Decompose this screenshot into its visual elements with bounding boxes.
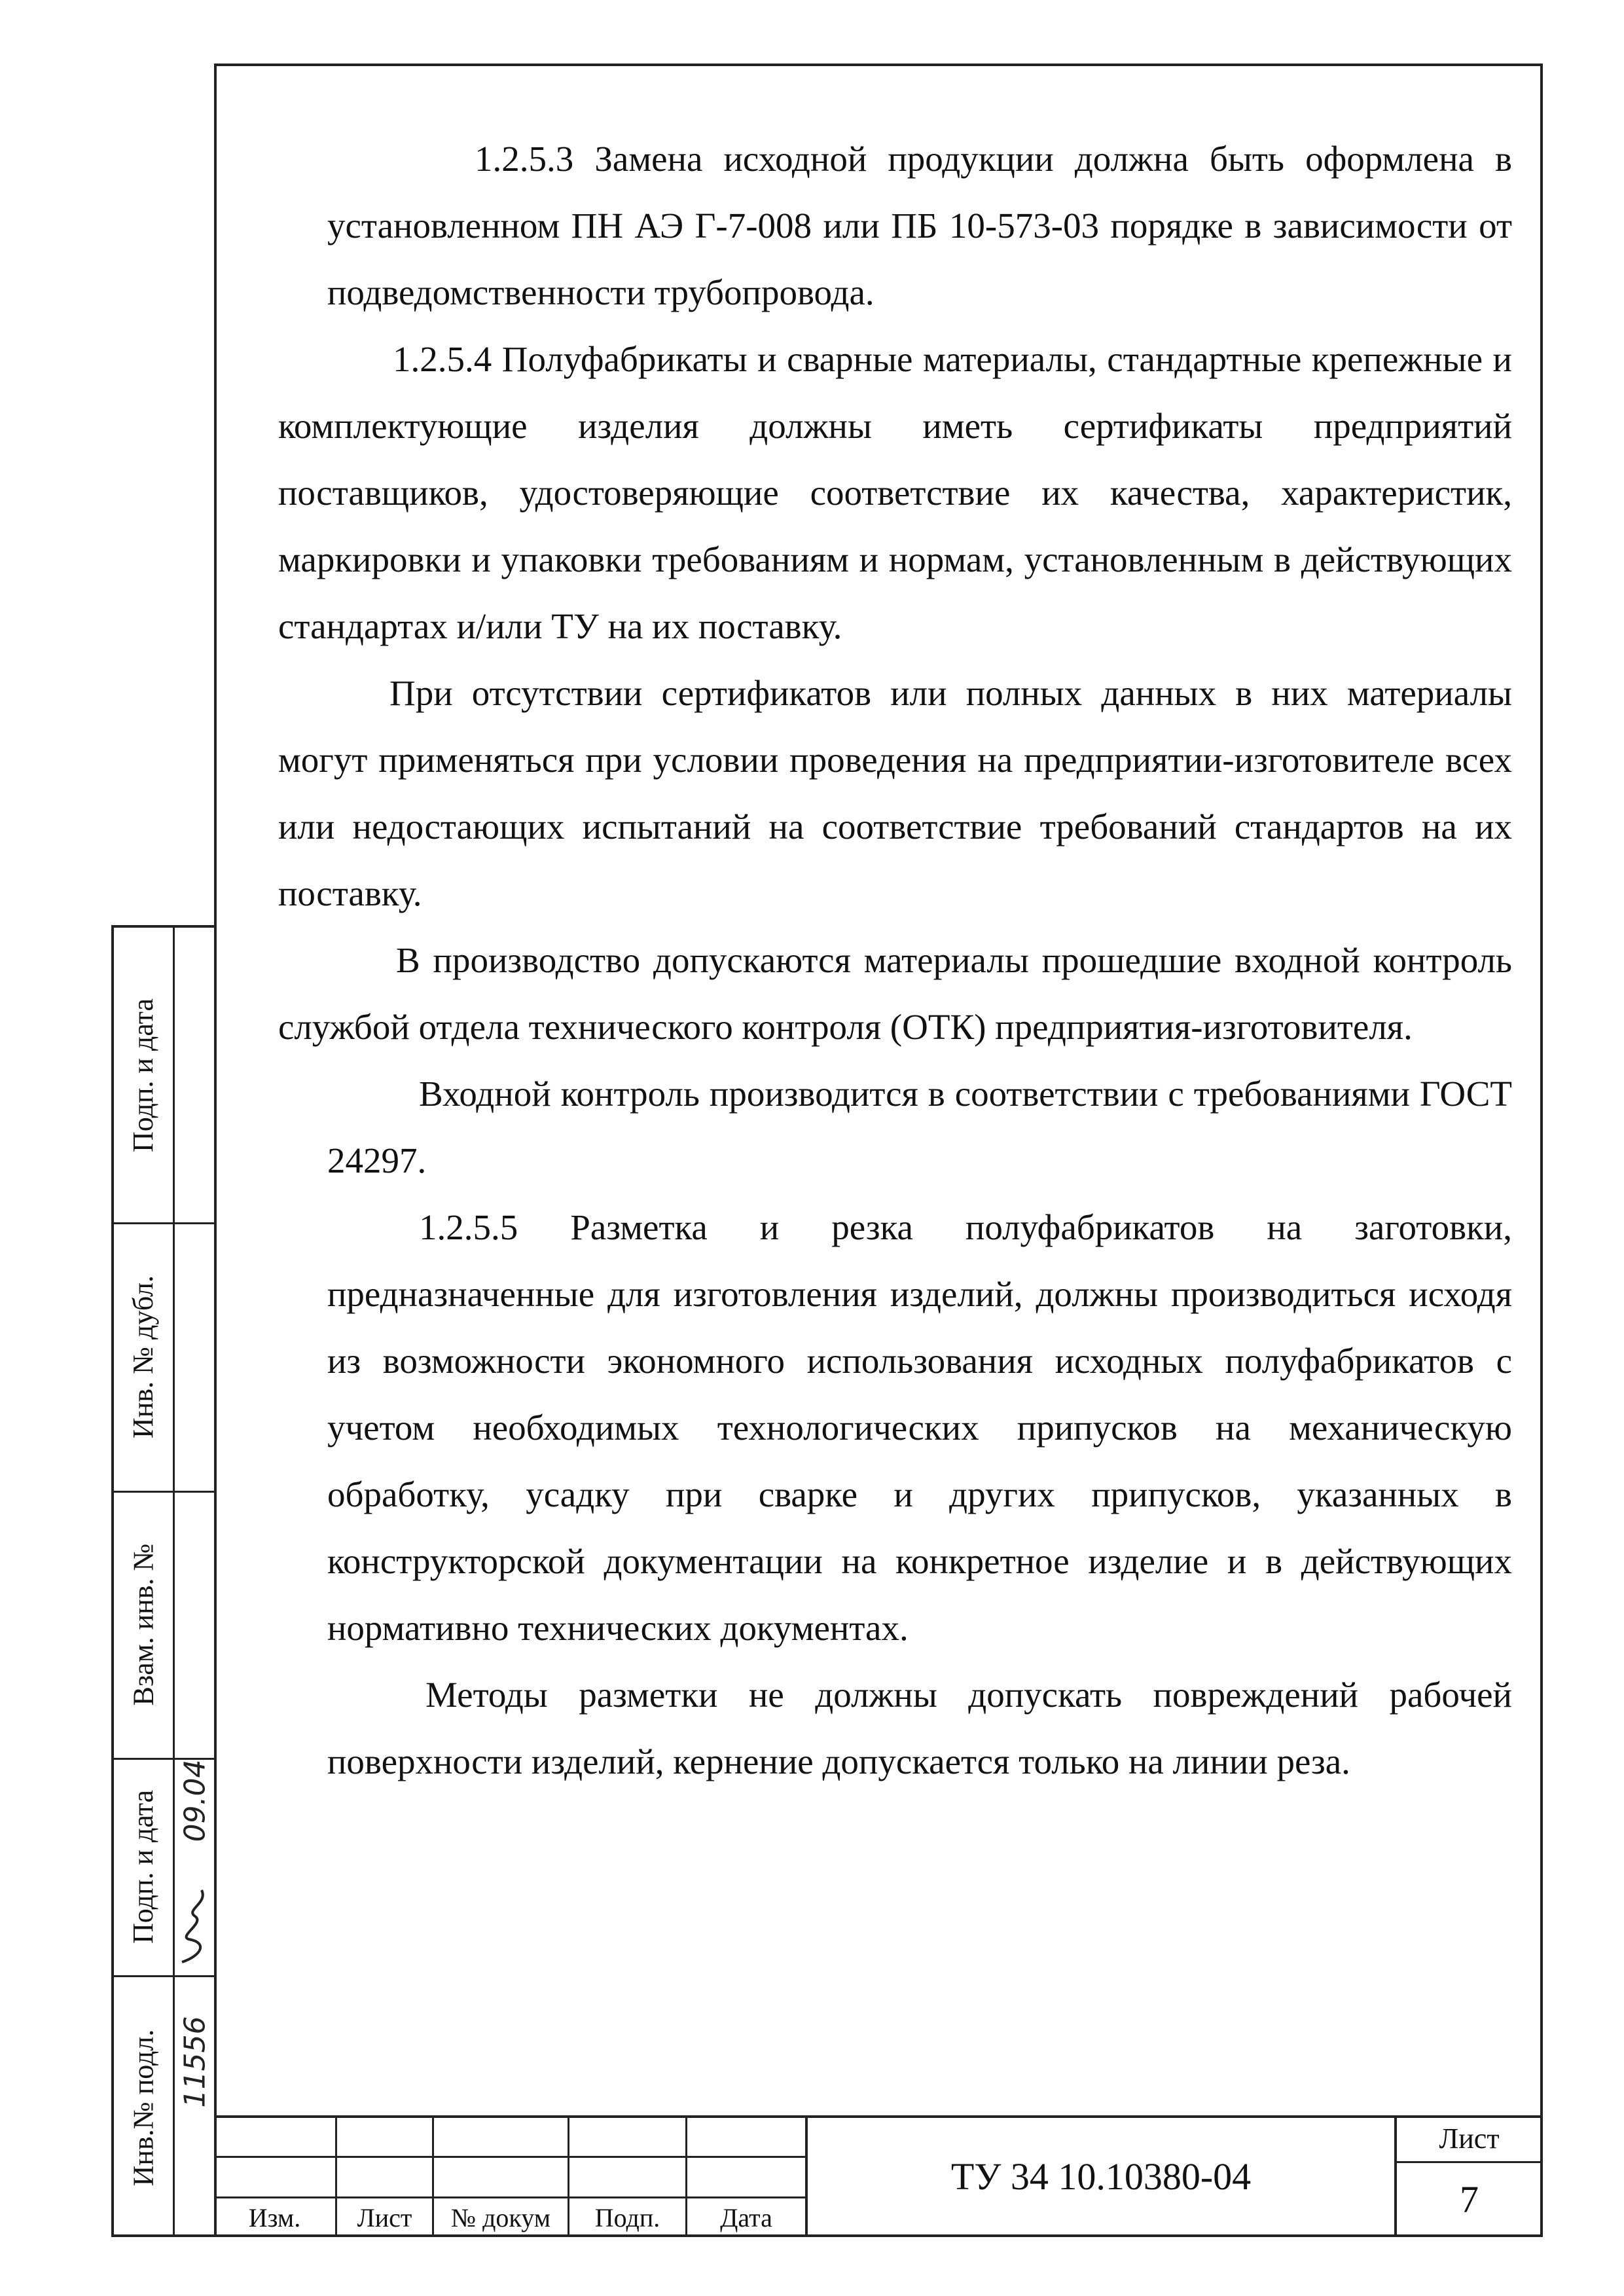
sheet-label: Лист: [1439, 2122, 1500, 2155]
side-label-inv-podl: Инв.№ подл.: [127, 2029, 160, 2186]
col-date: Дата: [720, 2203, 772, 2232]
paragraph-input-control: В производство допускаются материалы прошедшие входной контроль службой отдела технического контроля (ОТК) предприятия-изготовителя.: [278, 940, 1512, 1047]
signature-date: 09.04: [174, 1758, 216, 1975]
side-label-vzam-inv: Взам. инв. №: [127, 1543, 160, 1705]
paragraph-1-2-5-3: 1.2.5.3 Замена исходной продукции должна быть оформлена в установленном ПН АЭ Г-7-008 или ПБ 10-573-03 порядке в зависимости от подведомственности трубопровода.: [327, 139, 1512, 312]
col-sign: Подп.: [594, 2203, 660, 2232]
paragraph-certificates: При отсутствии сертификатов или полных данных в них материалы могут применяться при условии проведения на предприятии-изготовителе всех или недостающих испытаний на соответствие требований стандартов на их поставку.: [278, 673, 1512, 913]
paragraph-1-2-5-4: 1.2.5.4 Полуфабрикаты и сварные материалы, стандартные крепежные и комплектующие изделия должны иметь сертификаты предприятий поставщиков, удостоверяющие соответствие их качества, характеристик, маркировки и упаковки требованиям и нормам, установленным в действующих стандартах и/или ТУ на их поставку.: [278, 339, 1512, 646]
col-izm: Изм.: [248, 2203, 301, 2232]
signature-mark: [175, 1877, 215, 1969]
side-label-sign-date-2: Подп. и дата: [127, 1789, 160, 1944]
paragraph-1-2-5-5: 1.2.5.5 Разметка и резка полуфабрикатов на заготовки, предназначенные для изготовления изделий, должны производиться исходя из возможности экономного использования исходных полуфабрикатов с учетом необходимых технологических припусков на механическую обработку, усадку при сварке и других припусков, указанных в конструкторской документации на конкретное изделие и в действующих нормативно технических документах.: [327, 1207, 1512, 1648]
document-number: ТУ 34 10.10380-04: [950, 2155, 1252, 2198]
sheet-number: 7: [1460, 2178, 1479, 2221]
paragraph-gost: Входной контроль производится в соответствии с требованиями ГОСТ 24297.: [327, 1074, 1512, 1180]
paragraph-marking-methods: Методы разметки не должны допускать повреждений рабочей поверхности изделий, кернение допускается только на линии реза.: [327, 1675, 1512, 1781]
col-list: Лист: [357, 2203, 412, 2232]
handwritten-inv-number: 11556: [178, 2016, 212, 2107]
side-label-inv-dubl: Инв. № дубл.: [127, 1275, 160, 1438]
col-doc-num: № докум: [450, 2203, 551, 2232]
side-label-sign-date: Подп. и дата: [127, 998, 160, 1152]
document-body: [278, 126, 1512, 1795]
side-strip: [111, 925, 214, 2237]
title-block: [214, 2115, 1543, 2237]
